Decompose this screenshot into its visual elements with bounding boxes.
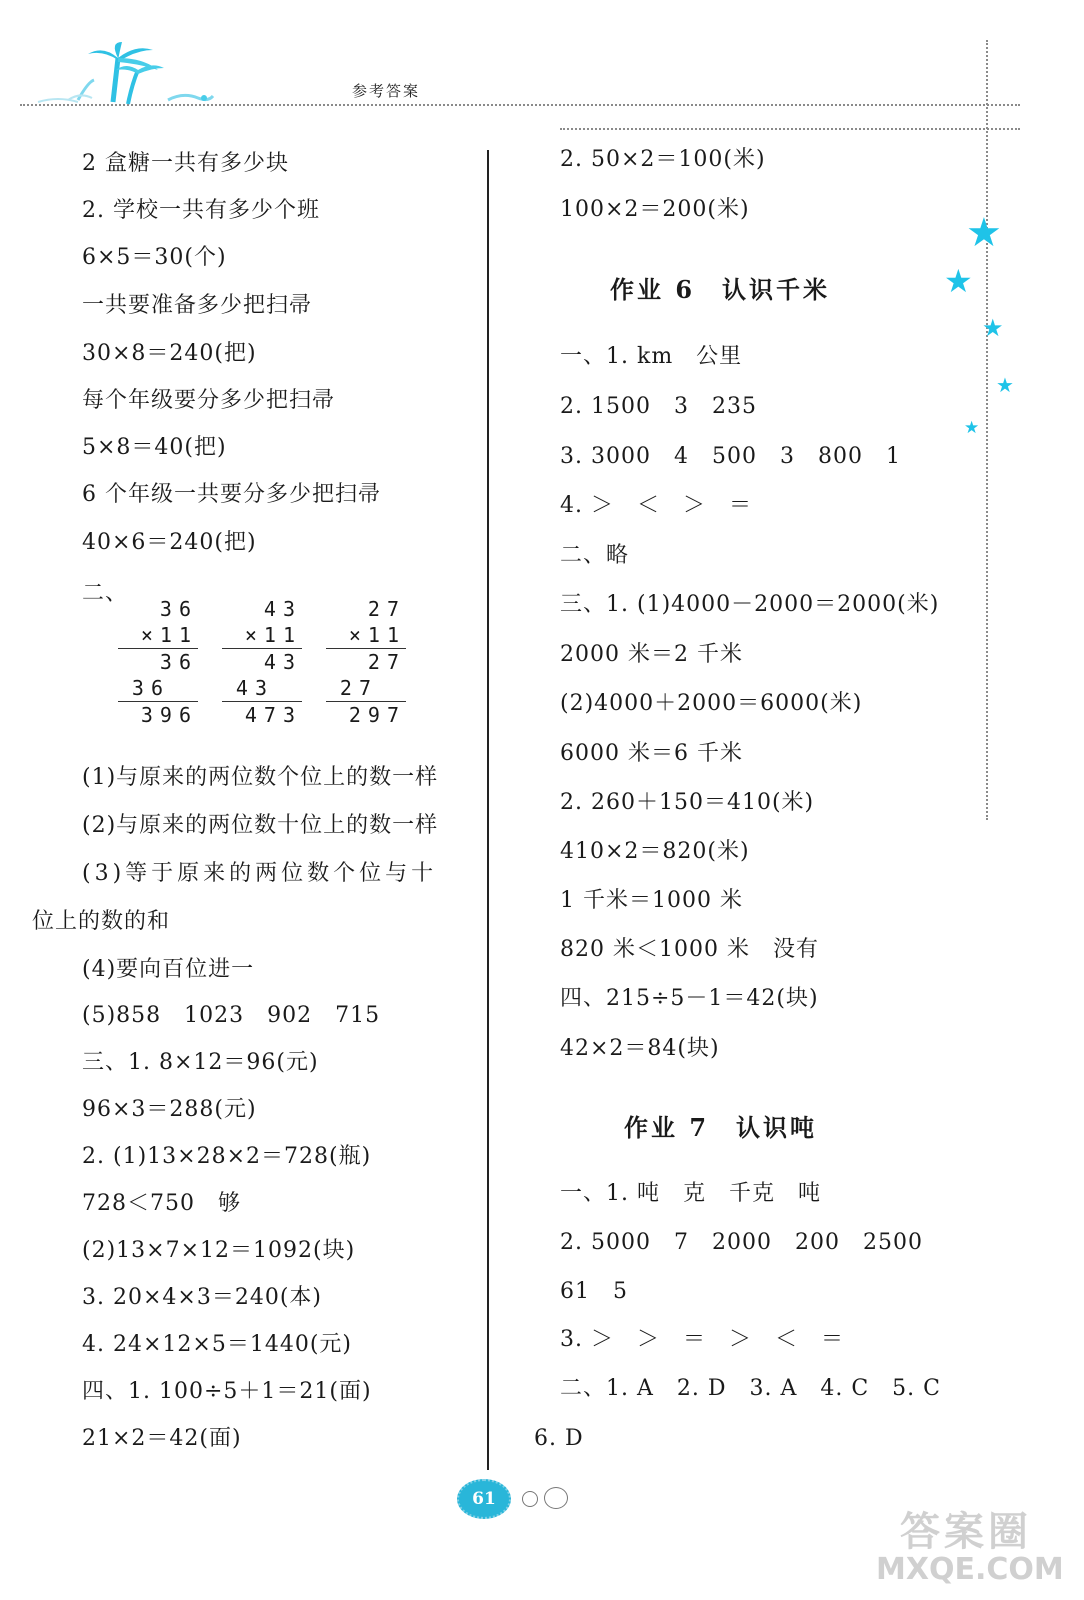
answer-line: 4. ＞ ＜ ＞ ＝ [560, 493, 752, 518]
section-label: 二、 [82, 581, 129, 606]
product: 396 [140, 703, 198, 727]
partial-product: 27 [367, 650, 406, 674]
answer-line: 2 盒糖一共有多少块 [82, 151, 289, 176]
answer-line: 42×2＝84(块) [560, 1036, 720, 1061]
answer-line: (2)13×7×12＝1092(块) [82, 1238, 356, 1263]
column-divider [487, 150, 489, 1470]
watermark-url: MXQE.COM [876, 1552, 1064, 1587]
answer-line: 410×2＝820(米) [560, 839, 750, 864]
answer-line: 3. 20×4×3＝240(本) [82, 1285, 322, 1310]
answer-line: 1 千米＝1000 米 [560, 888, 743, 913]
product: 297 [348, 703, 406, 727]
header-dotted-line [20, 104, 1020, 106]
star-icon: ★ [982, 314, 1004, 342]
answer-line: 61 5 [560, 1279, 628, 1304]
watermark-logo: 答案圈 [900, 1509, 1032, 1555]
answer-line: 6. D [534, 1426, 584, 1451]
answer-line: 一共要准备多少把扫帚 [82, 293, 313, 318]
answer-line: 位上的数的和 [32, 909, 171, 934]
multiplicand: 27 [367, 597, 406, 621]
partial-product: 36 [159, 650, 198, 674]
answer-line: 2. 1500 3 235 [560, 394, 757, 419]
answer-line: 四、1. 100÷5＋1＝21(面) [82, 1379, 372, 1404]
answer-line: 728＜750 够 [82, 1191, 241, 1216]
star-icon: ★ [944, 262, 973, 300]
answer-line: 二、1. A 2. D 3. A 4. C 5. C [560, 1376, 941, 1401]
answer-line: 6 个年级一共要分多少把扫帚 [82, 482, 381, 507]
partial-product: 43 [263, 650, 302, 674]
section-heading-hw6: 作业 6 认识千米 [610, 275, 831, 304]
answer-line: 四、215÷5－1＝42(块) [560, 986, 819, 1011]
answer-line: 一、1. km 公里 [560, 344, 743, 369]
answer-line: 21×2＝42(面) [82, 1426, 242, 1451]
answer-line: 2. (1)13×28×2＝728(瓶) [82, 1144, 372, 1169]
answer-line: 6000 米＝6 千米 [560, 741, 743, 766]
answer-line: 三、1. (1)4000－2000＝2000(米) [560, 592, 940, 617]
multiplier: ×11 [140, 623, 198, 647]
answer-line: 4. 24×12×5＝1440(元) [82, 1332, 352, 1357]
answer-line: (5)858 1023 902 715 [82, 1003, 381, 1028]
answer-line: 30×8＝240(把) [82, 341, 257, 366]
multiplier: ×11 [348, 623, 406, 647]
section-heading-hw7: 作业 7 认识吨 [624, 1113, 818, 1142]
palm-tree-logo-icon [18, 40, 228, 112]
answer-line: 2. 5000 7 2000 200 2500 [560, 1230, 923, 1255]
vertical-multiplication [222, 596, 302, 728]
answer-line: 3. ＞ ＞ ＝ ＞ ＜ ＝ [560, 1327, 844, 1352]
answer-line: 一、1. 吨 克 千克 吨 [560, 1181, 821, 1206]
answer-line: 2. 50×2＝100(米) [560, 147, 766, 172]
partial-product: 27 [339, 676, 378, 700]
answer-line: (2)4000＋2000＝6000(米) [560, 691, 863, 716]
page-number-badge: 61 [457, 1479, 511, 1519]
decorative-circle [522, 1491, 538, 1507]
answer-line: 100×2＝200(米) [560, 197, 750, 222]
answer-line: (3)等于原来的两位数个位与十 [82, 861, 438, 886]
product: 473 [244, 703, 302, 727]
answer-line: (4)要向百位进一 [82, 957, 255, 982]
answer-line: 二、略 [560, 543, 630, 568]
decorative-circle [544, 1487, 568, 1509]
margin-dotted-line [986, 40, 988, 820]
partial-product: 36 [131, 676, 170, 700]
header-dotted-line-2 [560, 128, 1020, 130]
vertical-multiplication [326, 596, 406, 728]
answer-line: 2. 260＋150＝410(米) [560, 790, 815, 815]
multiplicand: 36 [159, 597, 198, 621]
star-icon: ★ [966, 210, 1002, 256]
answer-line: (2)与原来的两位数十位上的数一样 [82, 813, 439, 838]
answer-line: (1)与原来的两位数个位上的数一样 [82, 765, 439, 790]
star-icon: ★ [996, 373, 1014, 397]
partial-product: 43 [235, 676, 274, 700]
multiplicand: 43 [263, 597, 302, 621]
answer-line: 三、1. 8×12＝96(元) [82, 1050, 319, 1075]
answer-line: 40×6＝240(把) [82, 530, 257, 555]
header-title: 参考答案 [352, 82, 421, 100]
answer-line: 96×3＝288(元) [82, 1097, 257, 1122]
star-icon: ★ [964, 418, 980, 438]
answer-line: 3. 3000 4 500 3 800 1 [560, 444, 901, 469]
multiplier: ×11 [244, 623, 302, 647]
vertical-multiplication [118, 596, 198, 728]
answer-line: 6×5＝30(个) [82, 245, 227, 270]
answer-line: 820 米＜1000 米 没有 [560, 937, 819, 962]
answer-line: 2000 米＝2 千米 [560, 642, 743, 667]
answer-line: 2. 学校一共有多少个班 [82, 198, 320, 223]
answer-line: 每个年级要分多少把扫帚 [82, 388, 336, 413]
answer-line: 5×8＝40(把) [82, 435, 227, 460]
